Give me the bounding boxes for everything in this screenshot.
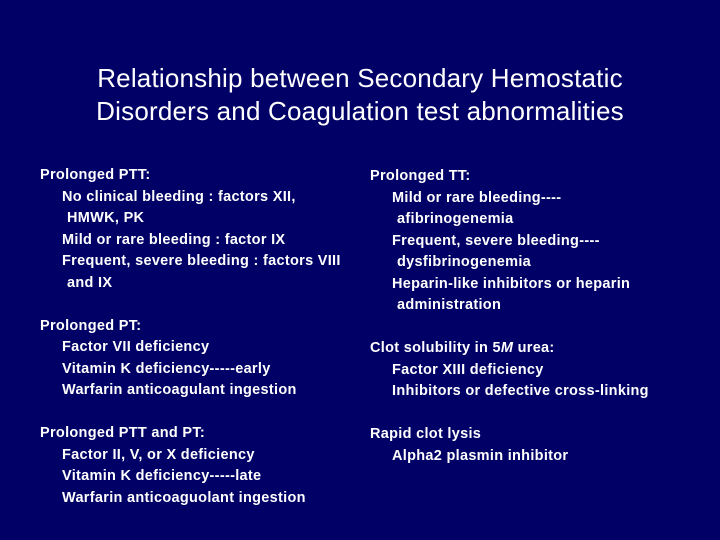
- item-text: Factor VII deficiency: [62, 339, 210, 355]
- section-heading: [370, 338, 690, 360]
- item-text: Inhibitors or defective cross-linking: [392, 383, 649, 399]
- section-prolonged-ptt-and-pt: [40, 423, 370, 509]
- list-item: [370, 360, 690, 382]
- list-item: [40, 466, 370, 488]
- item-text: Heparin-like inhibitors or heparin: [392, 275, 631, 292]
- list-item: [40, 488, 370, 510]
- spacer: [370, 403, 690, 425]
- section-prolonged-ptt: [40, 165, 370, 294]
- section-heading: Prolonged PT:: [40, 317, 142, 334]
- title-line-1: Relationship between Secondary Hemostatic: [97, 63, 623, 93]
- section-rapid-clot-lysis: [370, 424, 690, 467]
- section-clot-solubility: [370, 338, 690, 403]
- item-text-continued: and IX: [67, 274, 113, 291]
- item-text: Vitamin K deficiency-----late: [62, 468, 262, 484]
- list-item: [40, 445, 370, 467]
- list-item: [370, 274, 690, 317]
- section-prolonged-tt: [370, 166, 690, 317]
- item-text: Frequent, severe bleeding----: [392, 232, 600, 249]
- spacer: [40, 294, 370, 316]
- item-text: Alpha2 plasmin inhibitor: [392, 447, 569, 464]
- heading-prefix: Clot solubility in 5: [370, 340, 501, 356]
- item-text: Frequent, severe bleeding : factors VIII: [62, 253, 341, 269]
- list-item: [40, 337, 370, 359]
- heading-molar-unit: M: [500, 340, 514, 356]
- spacer: [370, 317, 690, 339]
- right-column: [370, 166, 690, 467]
- list-item: [40, 230, 370, 252]
- item-text-continued: HMWK, PK: [67, 210, 145, 226]
- left-column: [40, 165, 370, 509]
- section-heading: Prolonged PTT:: [40, 167, 151, 183]
- item-text: Mild or rare bleeding----: [392, 189, 562, 206]
- item-text-continued: afibrinogenemia: [397, 211, 514, 227]
- item-text-continued: dysfibrinogenemia: [397, 254, 532, 270]
- section-heading: Prolonged PTT and PT:: [40, 425, 205, 441]
- title-line-2: Disorders and Coagulation test abnormalities: [96, 96, 624, 126]
- heading-suffix: urea:: [513, 340, 555, 356]
- section-heading: Prolonged TT:: [370, 168, 471, 184]
- list-item: [40, 359, 370, 381]
- item-text: Factor II, V, or X deficiency: [62, 446, 255, 463]
- item-text: Factor XIII deficiency: [392, 361, 544, 378]
- list-item: [40, 380, 370, 402]
- item-text: Warfarin anticoaguolant ingestion: [62, 489, 306, 506]
- item-text: Warfarin anticoagulant ingestion: [62, 382, 297, 398]
- spacer: [40, 402, 370, 424]
- section-heading: Rapid clot lysis: [370, 426, 482, 442]
- item-text: Mild or rare bleeding : factor IX: [62, 231, 286, 248]
- list-item: [370, 231, 690, 274]
- section-prolonged-pt: [40, 316, 370, 402]
- list-item: [40, 187, 370, 230]
- list-item: [370, 188, 690, 231]
- list-item: [40, 251, 370, 294]
- item-text: No clinical bleeding : factors XII,: [62, 188, 296, 205]
- item-text: Vitamin K deficiency-----early: [62, 360, 271, 377]
- list-item: [370, 446, 690, 468]
- slide-title: [0, 62, 720, 128]
- item-text-continued: administration: [397, 297, 502, 313]
- list-item: [370, 381, 690, 403]
